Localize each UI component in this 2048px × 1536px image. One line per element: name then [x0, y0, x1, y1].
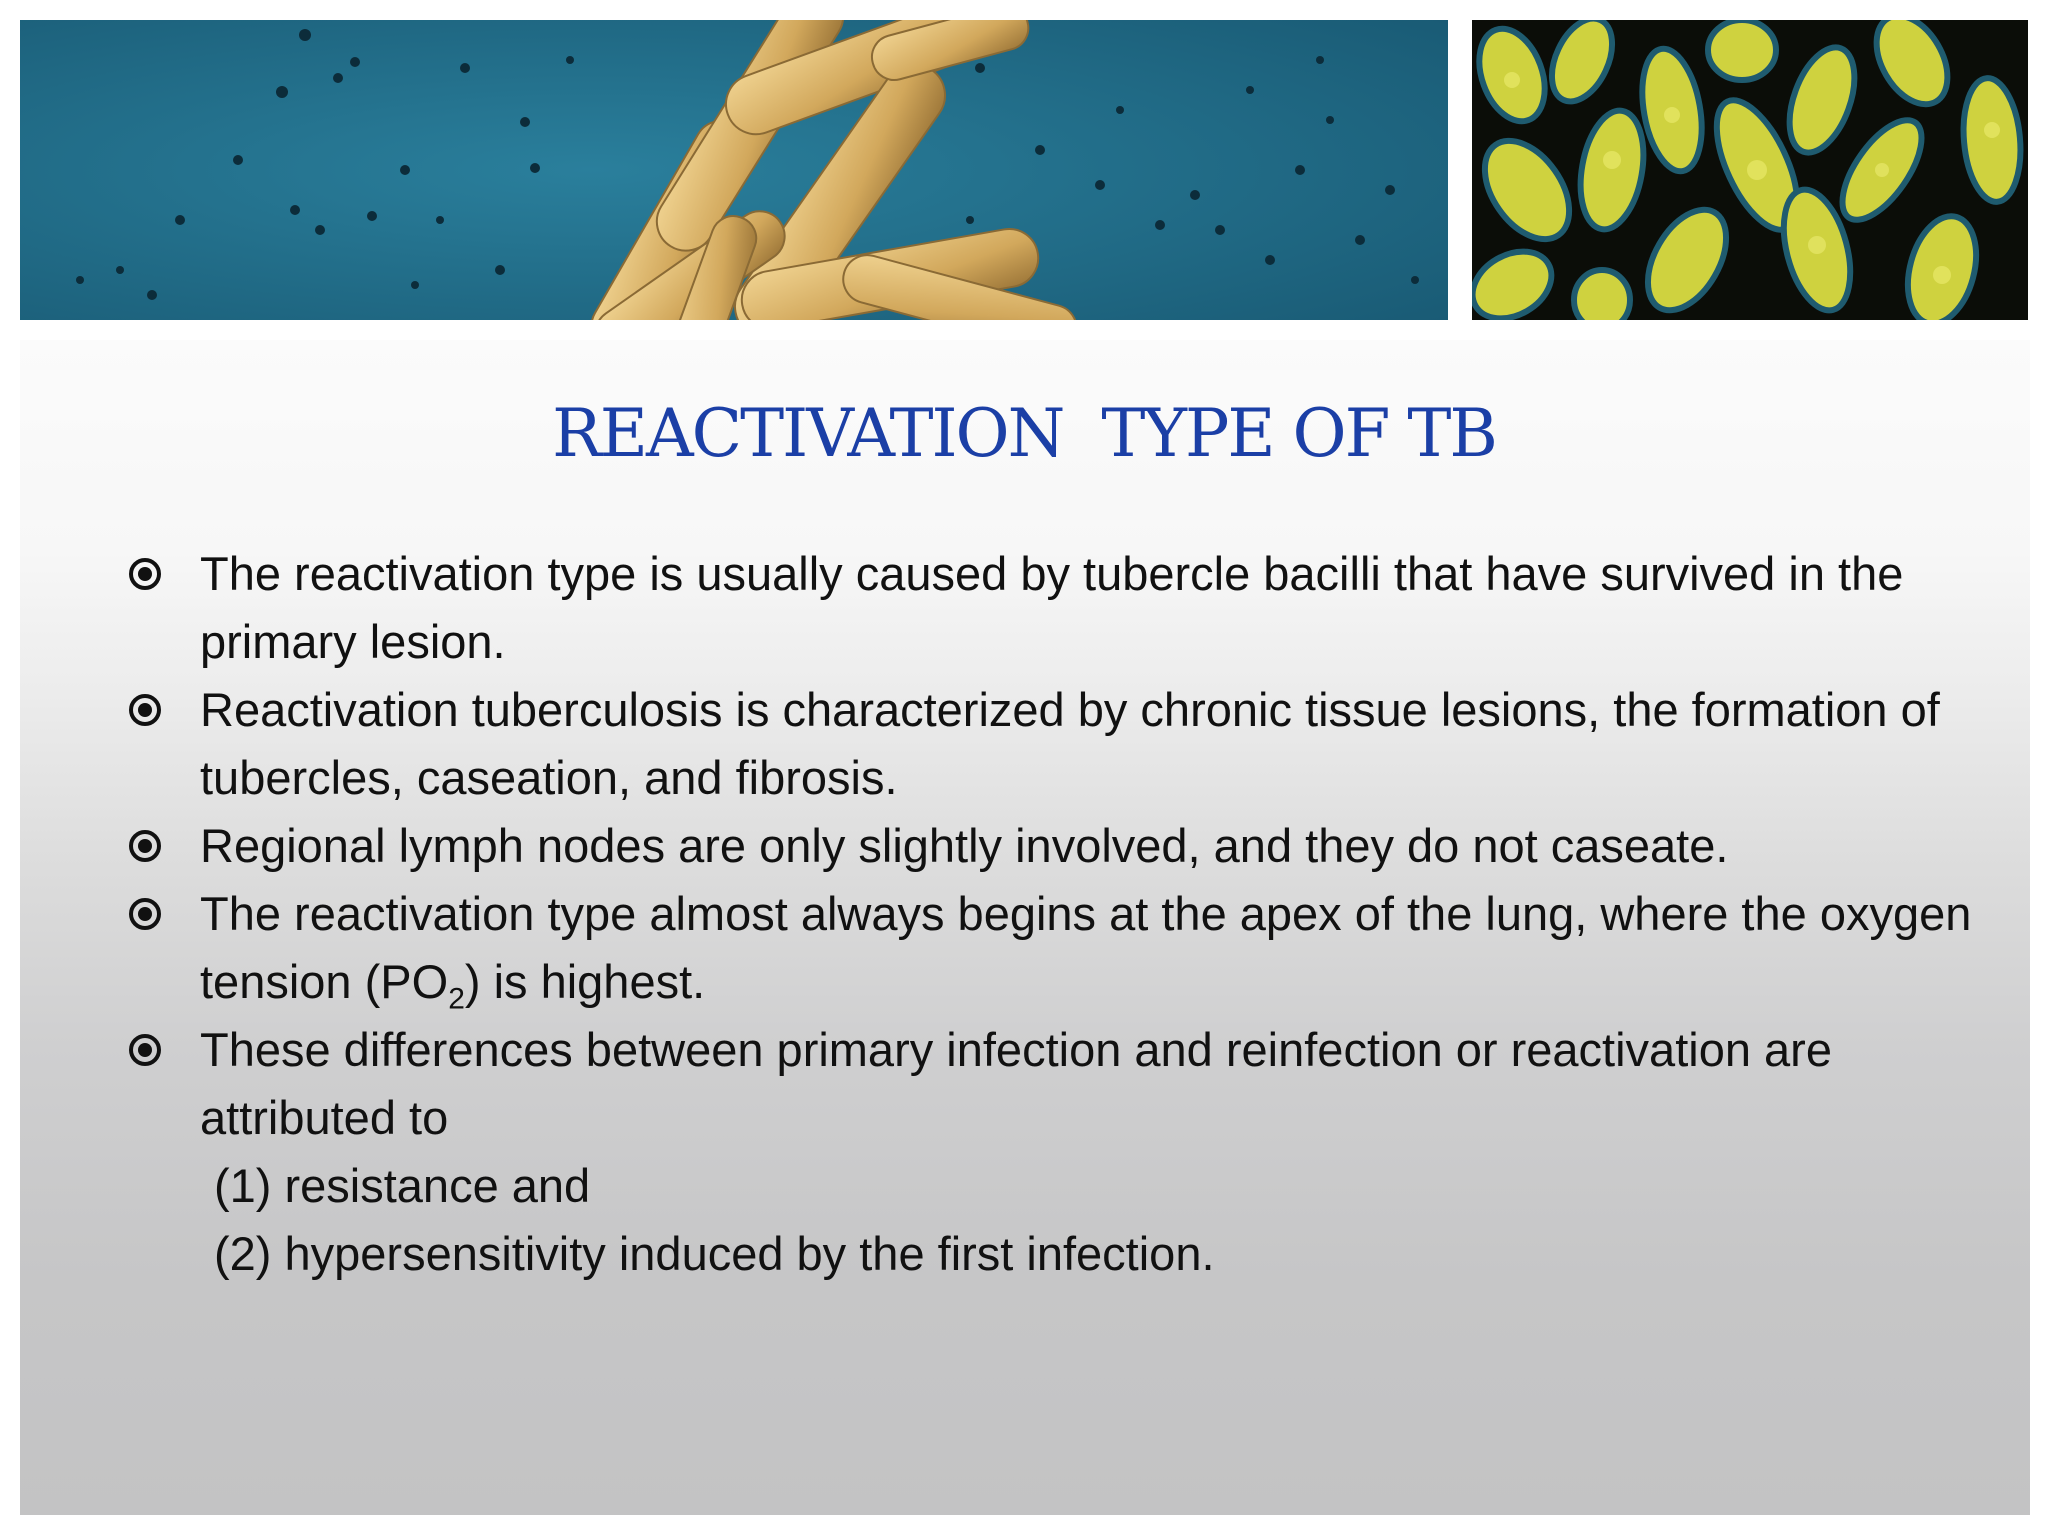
bullet-text: Reactivation tuberculosis is characterized by chronic tissue lesions, the formation of tubercles, caseation, and fibrosis. [200, 683, 1940, 804]
radio-bullet-icon [128, 897, 162, 931]
tb-bacilli-micrograph-image [1472, 20, 2028, 320]
bullet-item [128, 540, 1998, 676]
tb-bacilli-sem-image [20, 20, 1448, 320]
bullet-item [128, 812, 1998, 880]
bullet-text: The reactivation type is usually caused by tubercle bacilli that have survived in the primary lesion. [200, 547, 1904, 668]
bullet-item [128, 676, 1998, 812]
bullet-text-continued: ) is highest. [464, 955, 706, 1008]
bullet-list [128, 540, 1998, 1288]
sub-item: (2) hypersensitivity induced by the first infection. [214, 1227, 1215, 1280]
radio-bullet-icon [128, 1033, 162, 1067]
bullet-text: These differences between primary infection and reinfection or reactivation are attributed to [200, 1023, 1832, 1144]
bullet-item [128, 880, 1998, 1016]
sub-item: (1) resistance and [214, 1159, 591, 1212]
bullet-item [128, 1016, 1998, 1288]
radio-bullet-icon [128, 693, 162, 727]
bullet-text: The reactivation type almost always begins at the apex of the lung, where the oxygen tension (PO [200, 887, 1972, 1008]
slide-title: REACTIVATION TYPE OF TB [552, 395, 1496, 472]
bullet-text: Regional lymph nodes are only slightly involved, and they do not caseate. [200, 819, 1729, 872]
radio-bullet-icon [128, 557, 162, 591]
subscript: 2 [448, 982, 465, 1016]
radio-bullet-icon [128, 829, 162, 863]
